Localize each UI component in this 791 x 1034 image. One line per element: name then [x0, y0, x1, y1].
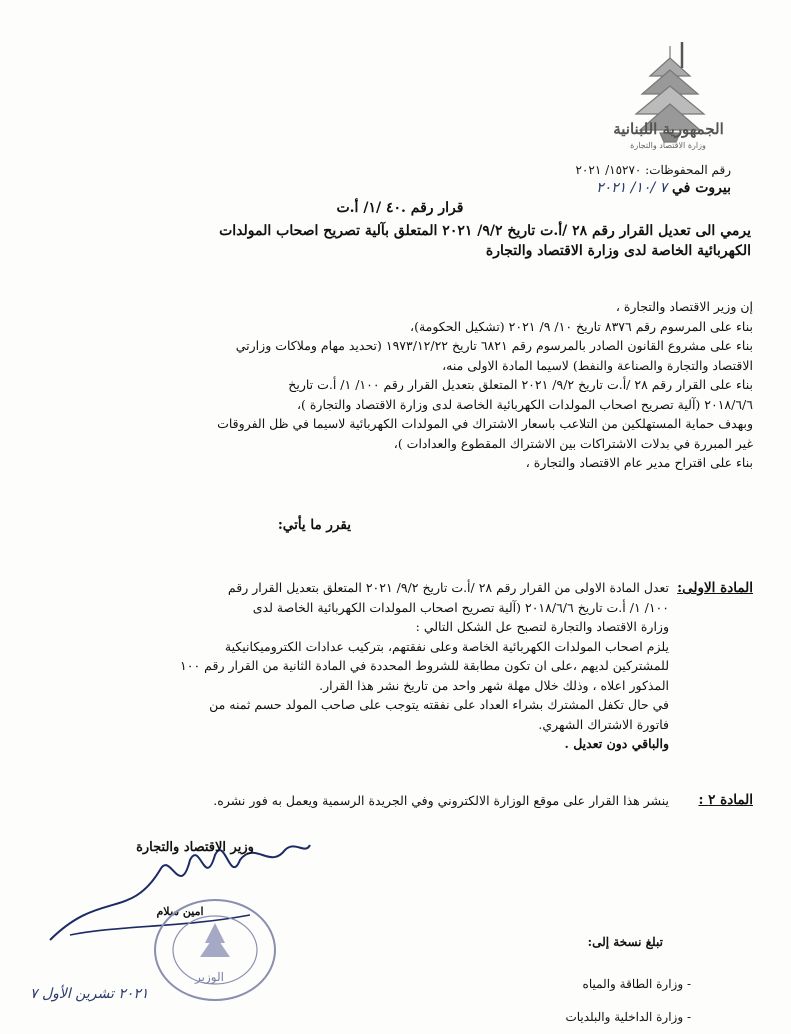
preamble-line: بناء على اقتراح مدير عام الاقتصاد والتجارة ،	[525, 455, 753, 470]
article-line: للمشتركين لديهم ،على ان تكون مطابقة للشروط المحددة في المادة الثانية من القرار رقم ١٠٠	[180, 658, 669, 673]
article-line: في حال تكفل المشترك بشراء العداد على نفقته يتوجب على صاحب المولد حسم ثمنه من	[209, 697, 669, 712]
article-1-body	[39, 578, 669, 754]
subject-line: يرمي الى تعديل القرار رقم ٢٨ /أ.ت تاريخ ٩/٢/ ٢٠٢١ المتعلق بآلية تصريح اصحاب المولدات	[219, 223, 751, 239]
signatory-title: وزير الاقتصاد والتجارة	[136, 840, 254, 855]
preamble-line: بناء على القرار رقم ٢٨ /أ.ت تاريخ ٩/٢/ ٢٠٢١ المتعلق بتعديل القرار رقم ١٠٠/ ١/ أ.ت تاريخ	[288, 377, 753, 392]
signatory-name: امين سلام	[156, 905, 204, 918]
ministry-name-small: وزارة الاقتصاد والتجارة	[630, 141, 706, 150]
handwritten-date: ٧ /١٠/ ٢٠٢١	[596, 180, 668, 196]
article-line: وزارة الاقتصاد والتجارة لتصبح عل الشكل التالي :	[415, 619, 669, 634]
subject-line: الكهربائية الخاصة لدى وزارة الاقتصاد والتجارة	[485, 243, 751, 260]
copy-recipient: - وزارة الطاقة والمياه	[582, 977, 691, 991]
article-2-body: ينشر هذا القرار على موقع الوزارة الالكتروني وفي الجريدة الرسمية ويعمل به فور نشره.	[213, 793, 669, 808]
stamp-label: الوزير	[195, 970, 224, 984]
article-line: يلزم اصحاب المولدات الكهربائية الخاصة وعلى نفقتهم، بتركيب عدادات الكتروميكانيكية	[224, 638, 669, 654]
preamble-line: ٢٠١٨/٦/٦ (آلية تصريح اصحاب المولدات الكهربائية الخاصة لدى وزارة الاقتصاد والتجارة )،	[296, 396, 753, 412]
preamble-line: وبهدف حماية المستهلكين من التلاعب باسعار الاشتراك في المولدات الكهربائية لاسيما في ظل الفروقات	[217, 416, 753, 431]
preamble-line: بناء على المرسوم رقم ٨٣٧٦ تاريخ ١٠/ ٩/ ٢٠٢١ (تشكيل الحكومة)،	[410, 318, 753, 334]
preamble-line: بناء على مشروع القانون الصادر بالمرسوم رقم ٦٨٢١ تاريخ ١٩٧٣/١٢/٢٢ (تحديد مهام وملاكات وزارتي	[235, 338, 753, 353]
article-1-label: المادة الاولى:	[677, 580, 753, 596]
article-line: ١٠٠/ ١/ أ.ت تاريخ ٢٠١٨/٦/٦ (آلية تصريح اصحاب المولدات الكهربائية الخاصة لدى	[252, 599, 669, 615]
handwritten-footer-date: ٢٠٢١ تشرين الأول ٧	[30, 986, 149, 1002]
place-date	[596, 180, 731, 196]
article-line: المذكور اعلاه ، وذلك خلال مهلة شهر واحد من تاريخ نشر هذا القرار.	[319, 677, 669, 693]
article-2-label: المادة ٢ :	[698, 792, 753, 808]
decision-subject	[61, 221, 751, 262]
copies-list	[565, 968, 691, 1034]
article-line: فاتورة الاشتراك الشهري.	[538, 716, 669, 732]
decision-number: قرار رقم .٤٠ /١/ أ.ت	[336, 200, 464, 216]
article-line: تعدل المادة الاولى من القرار رقم ٢٨ /أ.ت تاريخ ٩/٢/ ٢٠٢١ المتعلق بتعديل القرار رقم	[227, 580, 669, 595]
preamble-line: الاقتصاد والتجارة والصناعة والنفط) لاسيما المادة الاولى منه،	[442, 357, 753, 373]
preamble-line: إن وزير الاقتصاد والتجارة ،	[615, 299, 753, 314]
copies-heading: تبلغ نسخة إلى:	[587, 935, 663, 949]
resolves-heading: يقرر ما يأتي:	[277, 517, 351, 533]
official-stamp	[150, 895, 280, 1005]
article-remainder: والباقي دون تعديل .	[564, 736, 669, 751]
registration-number: رقم المحفوظات: ١٥٢٧٠/ ٢٠٢١	[575, 163, 731, 177]
place-label: بيروت في	[671, 180, 731, 196]
republic-name: الجمهورية اللبنانية	[613, 120, 724, 138]
preamble-line: غير المبررة في بدلات الاشتراكات بين الاشتراك المقطوع والعدادات )،	[393, 435, 753, 451]
preamble	[33, 297, 753, 473]
copy-recipient: - وزارة الداخلية والبلديات	[565, 1010, 691, 1024]
